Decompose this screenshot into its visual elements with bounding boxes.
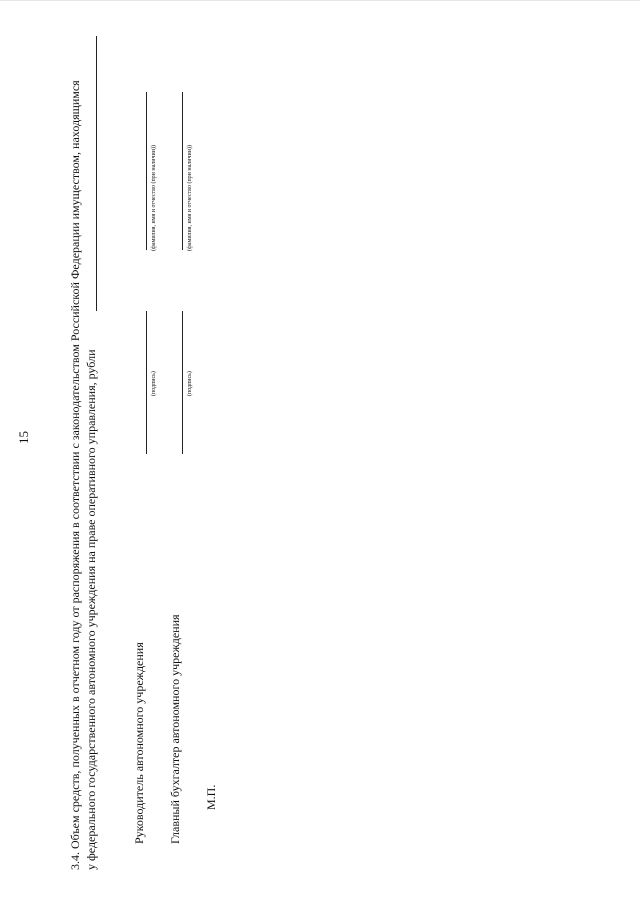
head-name-caption: (фамилия, имя и отчество (при наличии)) [151,145,157,251]
page-number: 15 [16,431,31,444]
stamp-place-label: М.П. [204,784,218,810]
head-label: Руководитель автономного учреждения [132,642,146,844]
rotated-sheet [0,1,640,906]
section-text-line-1: 3.4. Объем средств, полученных в отчетном году от распоряжения в соответствии с законодательством Российской Федерации имуществом, находящимся [68,80,82,870]
accountant-name-line [182,92,183,250]
head-signature-caption: (подпись) [151,371,157,396]
head-name-line [146,92,147,250]
accountant-signature-line [182,311,183,454]
section-text-line-2: у федерального государственного автономного учреждения на праве оперативного управления, рубли [84,349,98,870]
accountant-label: Главный бухгалтер автономного учреждения [168,614,182,844]
accountant-name-caption: (фамилия, имя и отчество (при наличии)) [187,145,193,251]
accountant-signature-caption: (подпись) [187,371,193,396]
amount-blank-line [96,36,97,311]
head-signature-line [146,311,147,454]
